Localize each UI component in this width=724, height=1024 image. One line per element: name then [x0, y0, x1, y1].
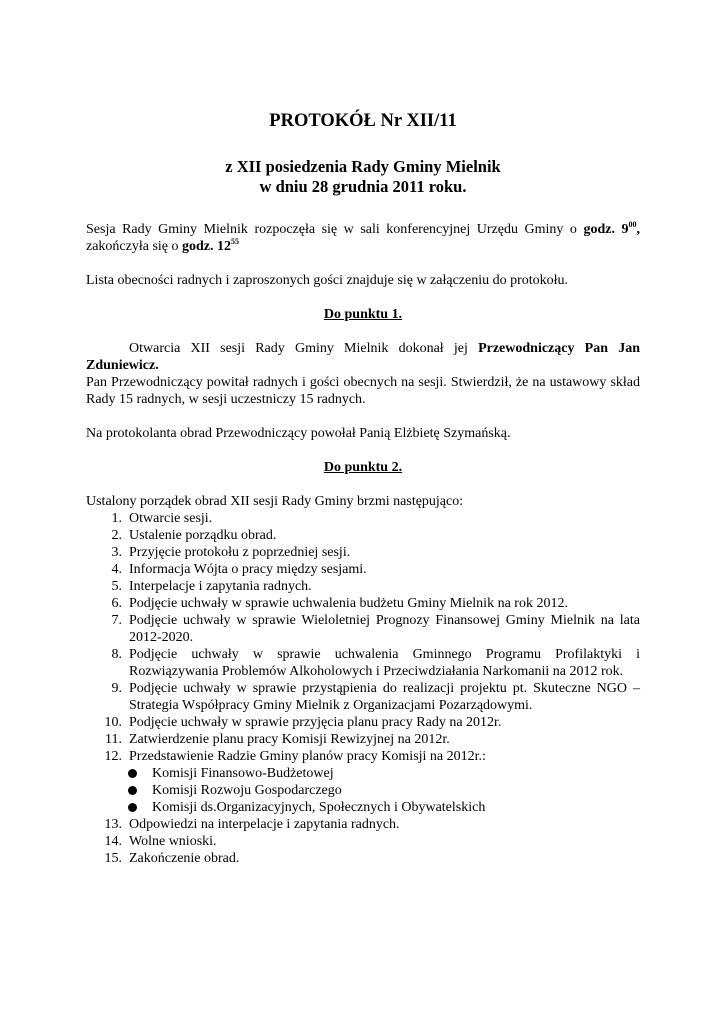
opening-text: Otwarcia XII sesji Rady Gminy Mielnik dokonał jej: [129, 341, 479, 356]
agenda-item-text: Przyjęcie protokołu z poprzedniej sesji.: [129, 545, 351, 560]
agenda-item: [86, 561, 640, 578]
session-text-start: Sesja Rady Gminy Mielnik rozpoczęła się w sali konferencyjnej Urzędu Gminy o: [86, 222, 584, 237]
agenda-item: [86, 833, 640, 850]
agenda-item-text: Wolne wnioski.: [129, 834, 217, 849]
agenda-item: [86, 578, 640, 595]
agenda-item-text: Informacja Wójta o pracy między sesjami.: [129, 562, 367, 577]
agenda-item-number: 15.: [104, 851, 122, 866]
agenda-item-number: 8.: [111, 647, 122, 662]
agenda-item: [86, 731, 640, 748]
agenda-item-text: Podjęcie uchwały w sprawie Wieloletniej Prognozy Finansowej Gminy Mielnik na lata 2012-2020.: [129, 613, 640, 645]
attendance-paragraph: Lista obecności radnych i zaproszonych gości znajduje się w załączeniu do protokołu.: [86, 273, 569, 288]
agenda-item-number: 10.: [104, 715, 122, 730]
agenda-item-number: 1.: [111, 511, 122, 526]
bullet-icon: [128, 786, 137, 795]
opening-paragraph: [86, 340, 640, 374]
agenda-item-text: Zatwierdzenie planu pracy Komisji Rewizyjnej na 2012r.: [129, 732, 450, 747]
agenda-item-text: Interpelacje i zapytania radnych.: [129, 579, 312, 594]
agenda-item: [86, 714, 640, 731]
document-page: [86, 0, 640, 867]
agenda-intro: Ustalony porządek obrad XII sesji Rady Gminy brzmi następująco:: [86, 494, 464, 509]
document-subtitle-line2: w dniu 28 grudnia 2011 roku.: [259, 177, 467, 196]
agenda-item-number: 13.: [104, 817, 122, 832]
agenda-item-number: 7.: [111, 613, 122, 628]
agenda-item-number: 2.: [111, 528, 122, 543]
point-2-heading: Do punktu 2.: [323, 460, 403, 475]
session-times-paragraph: [86, 221, 640, 255]
agenda-item-number: 5.: [111, 579, 122, 594]
session-end-time: godz. $12^{55}$: [182, 237, 240, 254]
committee-name: Komisji ds.Organizacyjnych, Społecznych i Obywatelskich: [152, 800, 486, 815]
session-text-end: zakończyła się o: [86, 239, 183, 254]
committee-item: [86, 765, 640, 782]
greeting-paragraph: Pan Przewodniczący powitał radnych i gości obecnych na sesji. Stwierdził, że na ustawowy skład Rady 15 radnych, w sesji uczestniczy 15 radnych.: [86, 375, 640, 407]
agenda-item-text: Podjęcie uchwały w sprawie przyjęcia planu pracy Rady na 2012r.: [129, 715, 502, 730]
agenda-item-number: 9.: [111, 681, 122, 696]
agenda-item-text: Podjęcie uchwały w sprawie uchwalenia budżetu Gminy Mielnik na rok 2012.: [129, 596, 568, 611]
agenda-item-text: Przedstawienie Radzie Gminy planów pracy Komisji na 2012r.:: [129, 749, 486, 764]
agenda-item: [86, 680, 640, 714]
agenda-item-text: Ustalenie porządku obrad.: [129, 528, 277, 543]
agenda-item-text: Zakończenie obrad.: [129, 851, 240, 866]
agenda-item-number: 12.: [104, 749, 122, 764]
agenda-item-text: Otwarcie sesji.: [129, 511, 213, 526]
agenda-item-text: Odpowiedzi na interpelacje i zapytania radnych.: [129, 817, 400, 832]
agenda-item-text: Podjęcie uchwały w sprawie uchwalenia Gminnego Programu Profilaktyki i Rozwiązywania Problemów Alkoholowych i Przeciwdziałania Narkomanii na 2012 rok.: [129, 647, 640, 679]
agenda-item-text: Podjęcie uchwały w sprawie przystąpienia do realizacji projektu pt. Skuteczne NGO – Strategia Współpracy Gminy Mielnik z Organizacjami Pozarządowymi.: [129, 681, 640, 713]
agenda-item-number: 3.: [111, 545, 122, 560]
agenda-item: [86, 612, 640, 646]
bullet-icon: [128, 803, 137, 812]
agenda-item: [86, 646, 640, 680]
document-subtitle-line1: z XII posiedzenia Rady Gminy Mielnik: [225, 157, 501, 176]
committee-name: Komisji Finansowo-Budżetowej: [152, 766, 334, 781]
committee-item: [86, 799, 640, 816]
bullet-icon: [128, 769, 137, 778]
agenda-item: [86, 544, 640, 561]
committee-list: [86, 765, 640, 816]
agenda-list-end: [86, 816, 640, 867]
point-1-heading: Do punktu 1.: [323, 307, 403, 322]
agenda-item-number: 4.: [111, 562, 122, 577]
agenda-item: [86, 510, 640, 527]
session-start-time: godz. $9^{00}$,: [583, 220, 640, 237]
agenda-item: [86, 748, 640, 765]
agenda-item: [86, 595, 640, 612]
agenda-item-number: 6.: [111, 596, 122, 611]
recorder-paragraph: Na protokolanta obrad Przewodniczący powołał Panią Elżbietę Szymańską.: [86, 426, 511, 441]
agenda-item-number: 11.: [105, 732, 122, 747]
document-title: PROTOKÓŁ Nr XII/11: [269, 111, 457, 131]
agenda-item-number: 14.: [104, 834, 122, 849]
agenda-item: [86, 527, 640, 544]
committee-item: [86, 782, 640, 799]
agenda-list: [86, 510, 640, 765]
agenda-item: [86, 850, 640, 867]
chairman-name: Przewodniczący Pan Jan Zduniewicz.: [86, 341, 641, 373]
agenda-item: [86, 816, 640, 833]
committee-name: Komisji Rozwoju Gospodarczego: [152, 783, 342, 798]
